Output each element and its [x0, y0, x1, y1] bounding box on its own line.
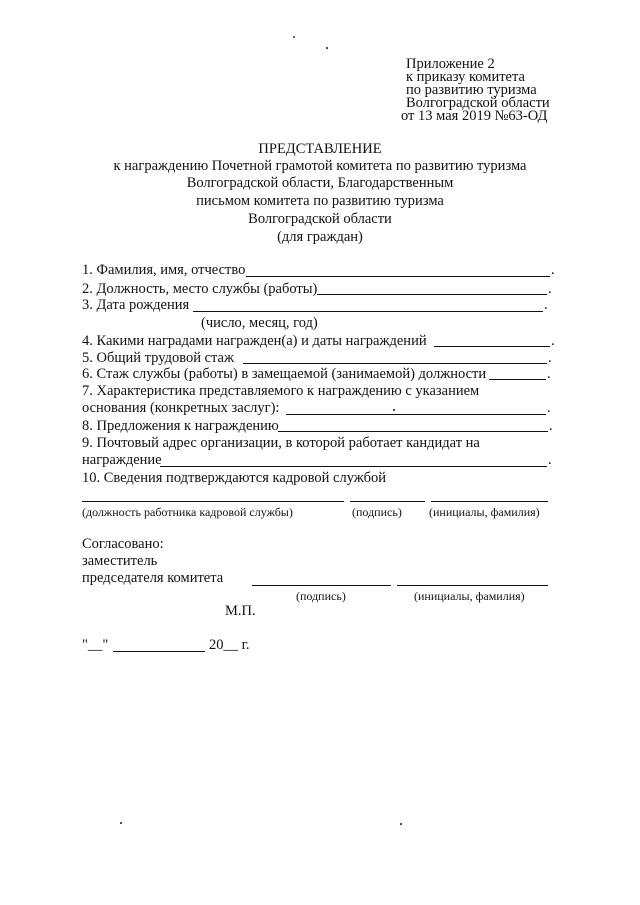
- field-work-experience-line[interactable]: [243, 363, 547, 364]
- stamp-place: М.П.: [225, 603, 256, 619]
- field-position-label: 2. Должность, место службы (работы): [82, 281, 318, 297]
- date-month-line[interactable]: [113, 651, 205, 652]
- hr-signature-line[interactable]: [350, 501, 425, 502]
- field-postal-address-line[interactable]: [160, 466, 547, 467]
- scan-speck: [120, 822, 122, 824]
- appendix-date-number: от 13 мая 2019 №63-ОД: [401, 108, 548, 124]
- end-mark: .: [548, 281, 552, 297]
- field-position-line[interactable]: [317, 294, 547, 295]
- field-birth-date-label: 3. Дата рождения: [82, 297, 190, 313]
- end-mark: .: [544, 297, 548, 313]
- end-mark: .: [549, 418, 553, 434]
- appendix-line-3: по развитию туризма: [406, 82, 537, 98]
- end-mark: .: [548, 350, 552, 366]
- scan-speck: [400, 823, 402, 825]
- hr-signature-caption: (подпись): [352, 505, 402, 519]
- title-line-2: Волгоградской области, Благодарственным: [186, 175, 454, 191]
- approval-agreed: Согласовано:: [82, 536, 164, 552]
- title-line-1: к награждению Почетной грамотой комитета по развитию туризма: [113, 158, 527, 174]
- field-postal-address-label-cont: награждение: [82, 452, 162, 468]
- appendix-line-4: Волгоградской области: [406, 95, 550, 111]
- hr-position-line[interactable]: [82, 501, 344, 502]
- approval-name-caption: (инициалы, фамилия): [414, 589, 525, 603]
- approval-chair: председателя комитета: [82, 570, 224, 586]
- field-birth-date-line[interactable]: [193, 311, 543, 312]
- approval-name-line[interactable]: [397, 585, 548, 586]
- field-awards-line[interactable]: [434, 346, 550, 347]
- hr-name-line[interactable]: [431, 501, 548, 502]
- scan-speck: [393, 409, 395, 411]
- title-line-4: Волгоградской области: [248, 211, 392, 227]
- date-year: 20__ г.: [209, 637, 250, 653]
- field-characteristic-label: 7. Характеристика представляемого к награждению с указанием: [82, 383, 480, 399]
- date-day: "__": [82, 637, 109, 653]
- field-awards-label: 4. Какими наградами награжден(а) и даты награждений: [82, 333, 427, 349]
- field-birth-date-hint: (число, месяц, год): [201, 315, 318, 331]
- field-work-experience-label: 5. Общий трудовой стаж: [82, 350, 234, 366]
- hr-position-caption: (должность работника кадровой службы): [82, 505, 293, 519]
- field-full-name-label: 1. Фамилия, имя, отчество: [82, 262, 246, 278]
- title-line-3: письмом комитета по развитию туризма: [196, 193, 444, 209]
- approval-signature-line[interactable]: [252, 585, 391, 586]
- end-mark: .: [547, 366, 551, 382]
- field-postal-address-label: 9. Почтовый адрес организации, в которой работает кандидат на: [82, 435, 480, 451]
- field-hr-confirmation-label: 10. Сведения подтверждаются кадровой службой: [82, 470, 386, 486]
- end-mark: .: [548, 452, 552, 468]
- appendix-line-1: Приложение 2: [406, 56, 495, 72]
- end-mark: .: [551, 333, 555, 349]
- field-proposals-label: 8. Предложения к награждению: [82, 418, 279, 434]
- field-full-name-line[interactable]: [246, 276, 550, 277]
- hr-name-caption: (инициалы, фамилия): [429, 505, 540, 519]
- field-position-experience-label: 6. Стаж службы (работы) в замещаемой (занимаемой) должности: [82, 366, 487, 382]
- approval-signature-caption: (подпись): [296, 589, 346, 603]
- approval-deputy: заместитель: [82, 553, 158, 569]
- title-line-5: (для граждан): [277, 229, 363, 245]
- field-proposals-line[interactable]: [278, 431, 548, 432]
- end-mark: .: [547, 400, 551, 416]
- end-mark: .: [551, 262, 555, 278]
- field-characteristic-line[interactable]: [286, 414, 546, 415]
- scan-speck: [326, 47, 328, 49]
- field-position-experience-line[interactable]: [489, 379, 546, 380]
- scan-speck: [293, 36, 295, 38]
- field-characteristic-label-cont: основания (конкретных заслуг):: [82, 400, 280, 416]
- document-heading: ПРЕДСТАВЛЕНИЕ: [258, 141, 382, 157]
- appendix-line-2: к приказу комитета: [406, 69, 525, 85]
